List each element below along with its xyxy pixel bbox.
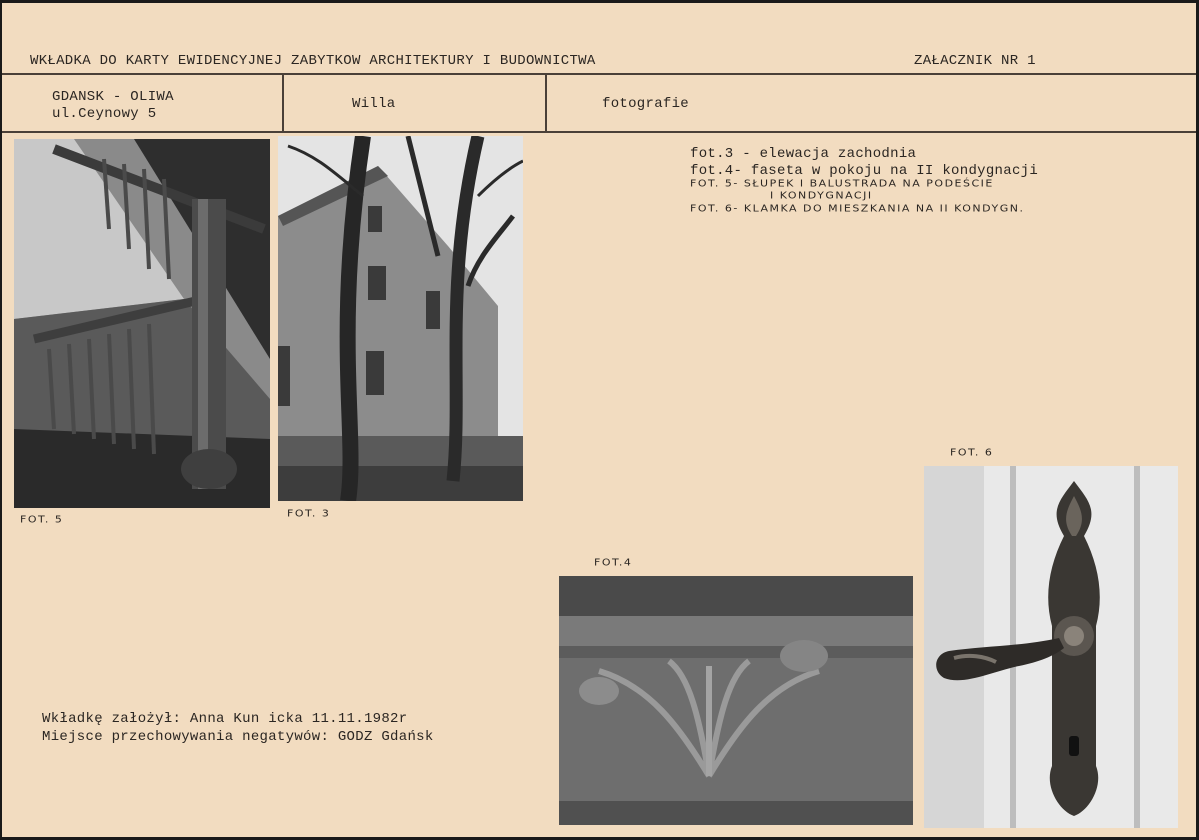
info-column-divider-2 bbox=[545, 73, 547, 133]
card-title: WKŁADKA DO KARTY EWIDENCYJNEJ ZABYTKOW ARCHITEKTURY I BUDOWNICTWA bbox=[30, 53, 596, 69]
caption-fot3: fot.3 - elewacja zachodnia bbox=[690, 146, 917, 162]
caption-fot4: fot.4- faseta w pokoju na II kondygnacji bbox=[690, 163, 1039, 179]
caption-fot5-line2: I KONDYGNACJI bbox=[770, 189, 873, 202]
caption-fot5-line1: FOT. 5- SŁUPEK I BALUSTRADA NA PODEŚCIE bbox=[690, 177, 994, 190]
object-type: Willa bbox=[352, 96, 396, 112]
annex-number: ZAŁACZNIK NR 1 bbox=[914, 53, 1036, 69]
header-divider bbox=[2, 73, 1196, 75]
info-column-divider-1 bbox=[282, 73, 284, 133]
author-and-date: Wkładkę założył: Anna Kun icka 11.11.1982r bbox=[42, 711, 408, 727]
caption-fot6: FOT. 6- KLAMKA DO MIESZKANIA NA II KONDYGN. bbox=[690, 202, 1025, 215]
photo-label-fot5: FOT. 5 bbox=[20, 513, 64, 526]
photo-fot4-fascia-relief bbox=[559, 576, 913, 825]
address: ul.Ceynowy 5 bbox=[52, 106, 157, 122]
photo-label-fot3: FOT. 3 bbox=[287, 507, 331, 520]
inventory-card-insert bbox=[2, 3, 1196, 837]
location: GDANSK - OLIWA bbox=[52, 89, 174, 105]
photo-fot3-villa-facade bbox=[278, 136, 523, 501]
negatives-location: Miejsce przechowywania negatywów: GODZ Gdańsk bbox=[42, 729, 434, 745]
photo-label-fot6: FOT. 6 bbox=[950, 446, 994, 459]
photo-fot6-door-handle bbox=[924, 466, 1178, 828]
photo-label-fot4: FOT.4 bbox=[594, 556, 633, 569]
info-divider bbox=[2, 131, 1196, 133]
section-label: fotografie bbox=[602, 96, 690, 112]
photo-fot5-staircase bbox=[14, 139, 270, 508]
